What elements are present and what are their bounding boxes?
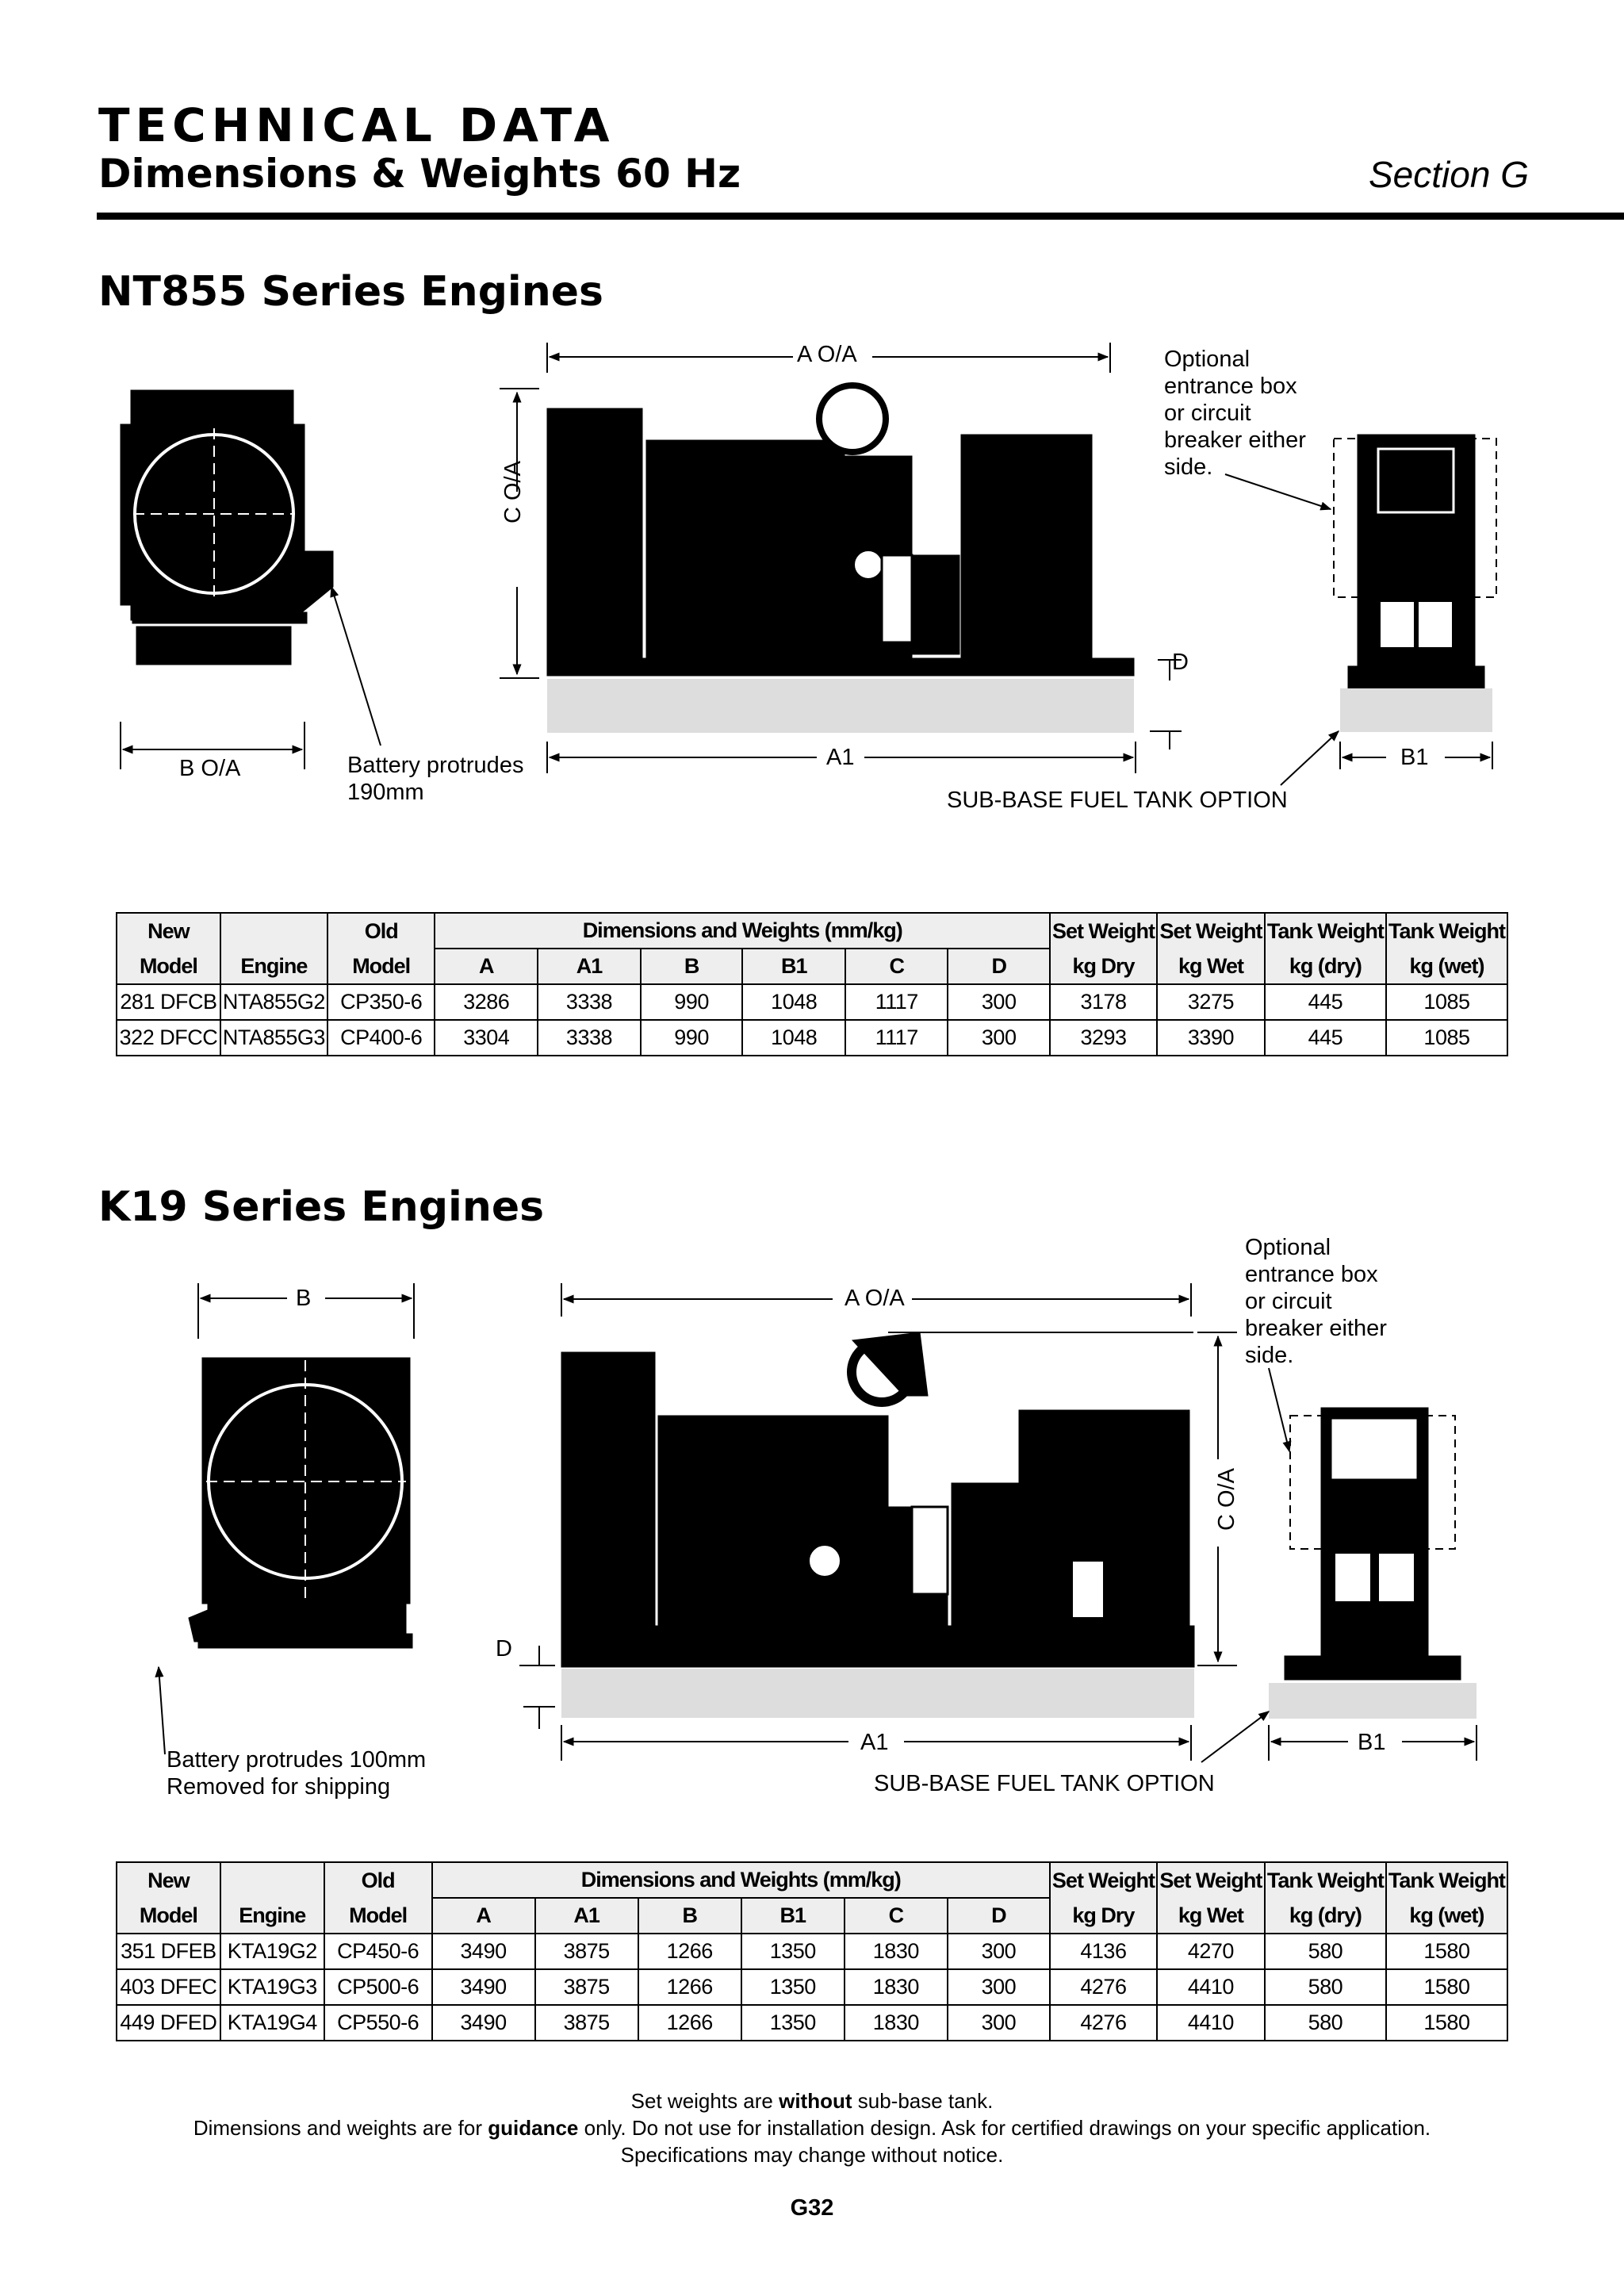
cell-engine: NTA855G2 (220, 984, 327, 1020)
nt855-label-b1: B1 (1400, 745, 1429, 770)
th-engine-blank (220, 913, 327, 949)
cell-b1: 1350 (741, 2005, 845, 2041)
th-c: C (845, 949, 948, 984)
footnote-2-post: only. Do not use for installation design. Ask for certified drawings on your specific application. (578, 2116, 1431, 2140)
cell-set-weight-dry: 3293 (1050, 1020, 1157, 1056)
th-a1: A1 (538, 949, 641, 984)
cell-b1: 1350 (741, 1934, 845, 1969)
table-row (117, 984, 1507, 1020)
th-tank-weight-dry: Tank Weight (1265, 1862, 1386, 1898)
table-row (117, 2005, 1507, 2041)
cell-b: 990 (641, 984, 743, 1020)
cell-tank-weight-dry: 580 (1265, 2005, 1386, 2041)
th-engine-blank (220, 1862, 324, 1898)
document-title: TECHNICAL DATA (98, 98, 615, 152)
nt855-front-view (1348, 435, 1484, 688)
th-old-model: Model (327, 949, 435, 984)
nt855-end-view (121, 390, 333, 665)
k19-subbase-note: SUB-BASE FUEL TANK OPTION (874, 1771, 1215, 1796)
cell-tank-weight-wet: 1085 (1386, 1020, 1507, 1056)
cell-old-model: CP550-6 (324, 2005, 432, 2041)
th-tank-weight-dry: Tank Weight (1265, 913, 1386, 949)
th-dimensions: Dimensions and Weights (mm/kg) (432, 1862, 1050, 1898)
nt855-battery-note: Battery protrudes 190mm (347, 753, 524, 805)
k19-series-title: K19 Series Engines (98, 1183, 545, 1231)
th-c: C (845, 1898, 948, 1934)
cell-set-weight-dry: 4276 (1050, 1969, 1157, 2005)
footnote-1-bold: without (779, 2089, 852, 2113)
footnotes (0, 2087, 1624, 2168)
cell-engine: NTA855G3 (220, 1020, 327, 1056)
footnote-2 (0, 2114, 1624, 2141)
k19-label-c-oa: C O/A (1214, 1468, 1239, 1531)
cell-set-weight-wet: 3275 (1157, 984, 1265, 1020)
cell-a: 3490 (432, 1934, 535, 1969)
th-b1: B1 (742, 949, 845, 984)
k19-label-b: B (296, 1286, 312, 1311)
th-a: A (435, 949, 538, 984)
cell-a1: 3875 (535, 1934, 638, 1969)
cell-new-model: 403 DFEC (117, 1969, 220, 2005)
cell-engine: KTA19G4 (220, 2005, 324, 2041)
cell-tank-weight-dry: 580 (1265, 1934, 1386, 1969)
cell-old-model: CP450-6 (324, 1934, 432, 1969)
footnote-1-post: sub-base tank. (852, 2089, 994, 2113)
footnote-1 (0, 2087, 1624, 2114)
cell-old-model: CP500-6 (324, 1969, 432, 2005)
cell-a: 3490 (432, 2005, 535, 2041)
cell-set-weight-wet: 3390 (1157, 1020, 1265, 1056)
cell-tank-weight-dry: 580 (1265, 1969, 1386, 2005)
th-b: B (641, 949, 743, 984)
th-tank-kg-wet: kg (wet) (1386, 949, 1507, 984)
cell-d: 300 (948, 1020, 1050, 1056)
th-dimensions: Dimensions and Weights (mm/kg) (435, 913, 1050, 949)
cell-c: 1830 (845, 1969, 948, 2005)
cell-set-weight-dry: 4136 (1050, 1934, 1157, 1969)
th-set-weight-dry: Set Weight (1050, 913, 1157, 949)
th-new: New (117, 913, 220, 949)
cell-tank-weight-wet: 1580 (1386, 1969, 1507, 2005)
cell-old-model: CP350-6 (327, 984, 435, 1020)
footnote-1-pre: Set weights are (630, 2089, 779, 2113)
cell-a1: 3875 (535, 1969, 638, 2005)
th-a: A (432, 1898, 535, 1934)
nt855-subbase-note: SUB-BASE FUEL TANK OPTION (947, 788, 1288, 813)
k19-spec-table (116, 1861, 1508, 2041)
footnote-3: Specifications may change without notice. (620, 2143, 1004, 2167)
footnote-2-bold: guidance (488, 2116, 579, 2140)
table-row (117, 1969, 1507, 2005)
nt855-side-view (547, 385, 1134, 676)
cell-set-weight-wet: 4410 (1157, 2005, 1265, 2041)
nt855-diagram (0, 333, 1624, 825)
page-number: G32 (790, 2195, 834, 2221)
th-set-weight-wet: Set Weight (1157, 913, 1265, 949)
th-engine: Engine (220, 1898, 324, 1934)
cell-new-model: 322 DFCC (117, 1020, 220, 1056)
cell-set-weight-wet: 4410 (1157, 1969, 1265, 2005)
k19-label-d: D (496, 1636, 512, 1662)
section-label: Section G (1369, 154, 1529, 195)
th-kg-dry: kg Dry (1050, 949, 1157, 984)
th-model: Model (117, 949, 220, 984)
cell-set-weight-dry: 3178 (1050, 984, 1157, 1020)
th-tank-kg-wet: kg (wet) (1386, 1898, 1507, 1934)
nt855-label-d: D (1172, 650, 1189, 675)
cell-b1: 1048 (742, 984, 845, 1020)
cell-b1: 1048 (742, 1020, 845, 1056)
th-tank-weight-wet: Tank Weight (1386, 913, 1507, 949)
nt855-label-c-oa: C O/A (500, 461, 526, 523)
cell-set-weight-wet: 4270 (1157, 1934, 1265, 1969)
k19-side-view (561, 1332, 1194, 1667)
cell-tank-weight-wet: 1085 (1386, 984, 1507, 1020)
cell-d: 300 (948, 2005, 1050, 2041)
th-set-weight-wet: Set Weight (1157, 1862, 1265, 1898)
cell-d: 300 (948, 984, 1050, 1020)
th-old-model: Model (324, 1898, 432, 1934)
header-rule (97, 213, 1624, 220)
table-row (117, 1934, 1507, 1969)
nt855-spec-table (116, 912, 1508, 1056)
footnote-2-pre: Dimensions and weights are for (193, 2116, 488, 2140)
th-old: Old (327, 913, 435, 949)
th-d: D (948, 949, 1050, 984)
nt855-table-body (117, 984, 1507, 1056)
nt855-label-b-oa: B O/A (179, 756, 241, 781)
cell-b: 1266 (638, 1934, 741, 1969)
nt855-label-a-oa: A O/A (797, 342, 857, 367)
cell-b: 990 (641, 1020, 743, 1056)
k19-label-a1: A1 (860, 1730, 889, 1755)
cell-a: 3490 (432, 1969, 535, 2005)
cell-tank-weight-wet: 1580 (1386, 1934, 1507, 1969)
cell-new-model: 351 DFEB (117, 1934, 220, 1969)
th-new: New (117, 1862, 220, 1898)
cell-new-model: 281 DFCB (117, 984, 220, 1020)
k19-battery-note: Battery protrudes 100mm Removed for shipping (167, 1747, 427, 1800)
th-tank-weight-wet: Tank Weight (1386, 1862, 1507, 1898)
th-model: Model (117, 1898, 220, 1934)
th-tank-kg-dry: kg (dry) (1265, 949, 1386, 984)
cell-a: 3304 (435, 1020, 538, 1056)
cell-c: 1830 (845, 1934, 948, 1969)
cell-a1: 3338 (538, 984, 641, 1020)
document-subtitle: Dimensions & Weights 60 Hz (98, 151, 741, 197)
th-b: B (638, 1898, 741, 1934)
k19-label-a-oa: A O/A (845, 1286, 905, 1311)
cell-old-model: CP400-6 (327, 1020, 435, 1056)
th-a1: A1 (535, 1898, 638, 1934)
cell-tank-weight-dry: 445 (1265, 984, 1386, 1020)
cell-c: 1117 (845, 984, 948, 1020)
cell-d: 300 (948, 1969, 1050, 2005)
cell-d: 300 (948, 1934, 1050, 1969)
k19-optional-note: Optional entrance box or circuit breaker either side. (1245, 1235, 1387, 1368)
cell-a1: 3875 (535, 2005, 638, 2041)
cell-b1: 1350 (741, 1969, 845, 2005)
cell-new-model: 449 DFED (117, 2005, 220, 2041)
th-kg-dry: kg Dry (1050, 1898, 1157, 1934)
th-tank-kg-dry: kg (dry) (1265, 1898, 1386, 1934)
th-b1: B1 (741, 1898, 845, 1934)
th-engine: Engine (220, 949, 327, 984)
th-set-weight-dry: Set Weight (1050, 1862, 1157, 1898)
nt855-label-a1: A1 (826, 745, 855, 770)
th-old: Old (324, 1862, 432, 1898)
cell-c: 1830 (845, 2005, 948, 2041)
table-row (117, 1020, 1507, 1056)
cell-b: 1266 (638, 2005, 741, 2041)
th-kg-wet: kg Wet (1157, 1898, 1265, 1934)
cell-b: 1266 (638, 1969, 741, 2005)
th-d: D (948, 1898, 1050, 1934)
k19-front-view (1285, 1408, 1461, 1680)
nt855-optional-note: Optional entrance box or circuit breaker either side. (1164, 347, 1306, 480)
cell-a: 3286 (435, 984, 538, 1020)
k19-end-view (189, 1358, 412, 1648)
th-kg-wet: kg Wet (1157, 949, 1265, 984)
k19-label-b1: B1 (1358, 1730, 1386, 1755)
cell-c: 1117 (845, 1020, 948, 1056)
nt855-series-title: NT855 Series Engines (98, 268, 603, 316)
cell-set-weight-dry: 4276 (1050, 2005, 1157, 2041)
cell-tank-weight-dry: 445 (1265, 1020, 1386, 1056)
cell-engine: KTA19G3 (220, 1969, 324, 2005)
k19-table-body (117, 1934, 1507, 2041)
cell-a1: 3338 (538, 1020, 641, 1056)
cell-engine: KTA19G2 (220, 1934, 324, 1969)
cell-tank-weight-wet: 1580 (1386, 2005, 1507, 2041)
